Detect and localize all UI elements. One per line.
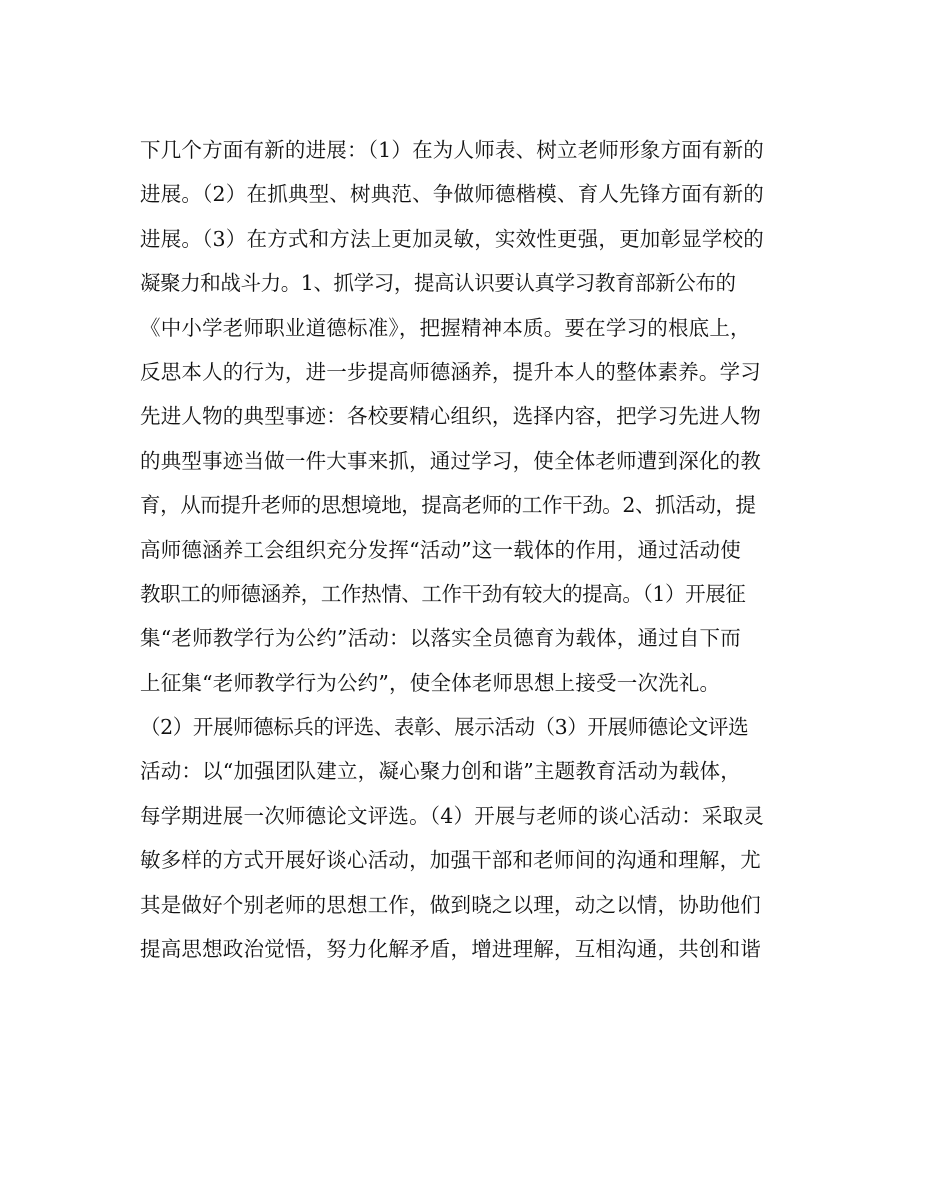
text-line: 高师德涵养工会组织充分发挥“活动”这一载体的作用，通过活动使: [140, 537, 741, 562]
text-line: 先进人物的典型事迹：各校要精心组织，选择内容，把学习先进人物: [140, 404, 761, 429]
text-line: 进展。（2）在抓典型、树典范、争做师德楷模、育人先锋方面有新的: [140, 182, 764, 207]
text-line: 集“老师教学行为公约”活动：以落实全员德育为载体，通过自下而: [140, 626, 741, 651]
text-line: 进展。（3）在方式和方法上更加灵敏，实效性更强，更加彰显学校的: [140, 226, 764, 251]
text-line: 反思本人的行为，进一步提高师德涵养，提升本人的整体素养。学习: [140, 359, 761, 384]
text-line: 的典型事迹当做一件大事来抓，通过学习，使全体老师遭到深化的教: [140, 448, 761, 473]
text-line: 活动：以“加强团队建立，凝心聚力创和谐”主题教育活动为载体，: [140, 759, 741, 784]
text-line: 凝聚力和战斗力。1、抓学习，提高认识要认真学习教育部新公布的: [140, 271, 736, 296]
text-line: 《中小学老师职业道德标准》，把握精神本质。要在学习的根底上，: [140, 315, 751, 340]
text-line: 其是做好个别老师的思想工作，做到晓之以理，动之以情，协助他们: [140, 892, 761, 917]
text-line: 每学期进展一次师德论文评选。（4）开展与老师的谈心活动：采取灵: [140, 803, 764, 828]
body-text: [140, 128, 820, 971]
text-line: 上征集“老师教学行为公约”，使全体老师思想上接受一次洗礼。: [140, 670, 721, 695]
text-line: 教职工的师德涵养，工作热情、工作干劲有较大的提高。（1）开展征: [140, 581, 746, 606]
text-line: 下几个方面有新的进展：（1）在为人师表、树立老师形象方面有新的: [140, 138, 764, 162]
text-line: （2）开展师德标兵的评选、表彰、展示活动（3）开展师德论文评选: [140, 715, 749, 740]
text-line: 提高思想政治觉悟，努力化解矛盾，增进理解，互相沟通，共创和谐: [140, 937, 761, 962]
text-line: 敏多样的方式开展好谈心活动，加强干部和老师间的沟通和理解，尤: [140, 848, 761, 873]
text-line: 育，从而提升老师的思想境地，提高老师的工作干劲。2、抓活动，提: [140, 493, 756, 518]
